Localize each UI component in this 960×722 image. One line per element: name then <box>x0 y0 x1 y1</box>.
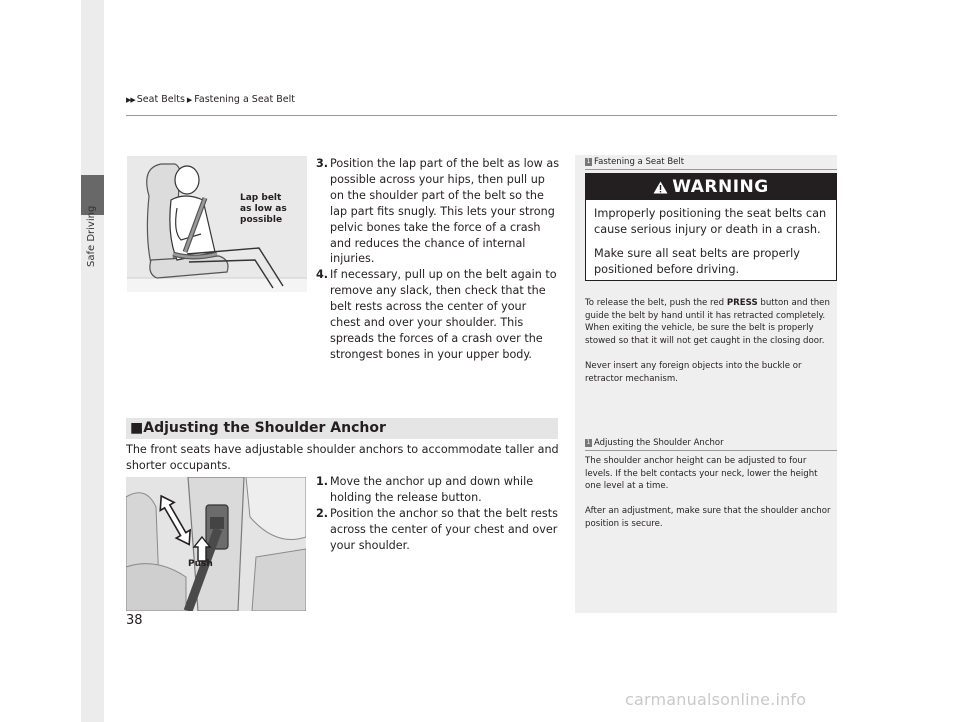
press-button-label: PRESS <box>726 298 758 308</box>
anchor-steps <box>316 474 560 554</box>
shoulder-anchor-illustration <box>126 477 306 611</box>
watermark: carmanualsonline.info <box>625 690 807 709</box>
note-anchor-height-text: The shoulder anchor height can be adjusted to four levels. If the belt contacts your neck, lower the height one level at a time. <box>585 456 818 492</box>
lap-belt-callout-line-2: as low as <box>240 204 287 214</box>
note-foreign-object-warning: Never insert any foreign objects into the buckle or retractor mechanism. <box>585 360 802 384</box>
note-fastening-title-text: Fastening a Seat Belt <box>594 157 685 167</box>
note-release-text-b: button and then guide the belt by hand until it has retracted completely. <box>585 298 830 321</box>
push-callout: Push <box>188 559 213 569</box>
side-tab-text: Safe Driving <box>86 205 97 267</box>
note-divider <box>585 450 837 451</box>
note-fastening-text <box>585 297 833 398</box>
warning-header <box>586 174 836 200</box>
page-number: 38 <box>126 613 143 628</box>
warning-text-2: Make sure all seat belts are properly positioned before driving. <box>594 247 800 276</box>
step-number: 3. <box>316 157 329 170</box>
lap-belt-illustration <box>127 156 307 292</box>
step-text: Move the anchor up and down while holding the release button. <box>330 475 534 504</box>
header-divider <box>126 115 837 116</box>
step-number: 4. <box>316 268 329 282</box>
note-adjusting-title <box>585 438 724 448</box>
warning-text-1: Improperly positioning the seat belts can cause serious injury or death in a crash. <box>594 207 827 236</box>
step-item <box>316 506 560 554</box>
section-marker-icon: ■ <box>130 420 144 436</box>
note-divider <box>585 169 837 170</box>
lap-belt-steps <box>316 156 560 363</box>
side-tab-label <box>84 195 100 295</box>
step-item <box>316 267 560 362</box>
step-item <box>316 474 560 506</box>
note-marker-icon: 1 <box>586 439 591 446</box>
warning-label: WARNING <box>672 177 769 197</box>
step-number: 2. <box>316 506 329 520</box>
side-tab-strip <box>81 0 104 722</box>
step-text: Position the lap part of the belt as low as possible across your hips, then pull up on the shoulder part of the belt so the lap part fits snugly. This lets your strong pelvic bones take the force of a crash and reduces the chance of internal injuries. <box>330 157 560 266</box>
breadcrumb-section[interactable]: Seat Belts <box>136 94 185 105</box>
note-marker-icon: 1 <box>586 158 591 165</box>
breadcrumb-separator-icon: ▶ <box>186 95 193 104</box>
note-fastening-title <box>585 157 684 167</box>
lap-belt-callout-line-3: possible <box>240 215 283 225</box>
step-text: Position the anchor so that the belt rests across the center of your chest and over your shoulder. <box>330 506 558 552</box>
warning-body <box>586 200 836 278</box>
note-adjusting-text <box>585 455 833 543</box>
step-item <box>316 156 560 267</box>
breadcrumb <box>126 94 295 105</box>
note-adjusting-title-text: Adjusting the Shoulder Anchor <box>594 438 724 448</box>
section-heading <box>126 418 558 439</box>
shoulder-anchor-icon <box>126 477 306 611</box>
breadcrumb-page: Fastening a Seat Belt <box>194 94 295 105</box>
step-text: If necessary, pull up on the belt again to remove any slack, then check that the belt rests across the center of your chest and over your shoulder. This spreads the forces of a crash over the strongest bones in your upper body. <box>330 268 557 361</box>
warning-triangle-icon <box>653 181 668 194</box>
section-intro: The front seats have adjustable shoulder anchors to accommodate taller and shorter occupants. <box>126 443 559 472</box>
warning-box <box>585 173 837 281</box>
lap-belt-callout-line-1: Lap belt <box>240 193 282 203</box>
breadcrumb-arrows-icon: ▶▶ <box>126 95 135 104</box>
step-number: 1. <box>316 475 329 488</box>
note-release-instruction <box>585 297 833 322</box>
section-title: Adjusting the Shoulder Anchor <box>143 420 386 436</box>
note-anchor-secure-text: After an adjustment, make sure that the shoulder anchor position is secure. <box>585 506 831 529</box>
note-exit-instruction: When exiting the vehicle, be sure the belt is properly stowed so that it will not get caught in the closing door. <box>585 323 825 346</box>
lap-belt-callout <box>240 193 287 226</box>
note-release-text-a: To release the belt, push the red <box>585 298 727 308</box>
